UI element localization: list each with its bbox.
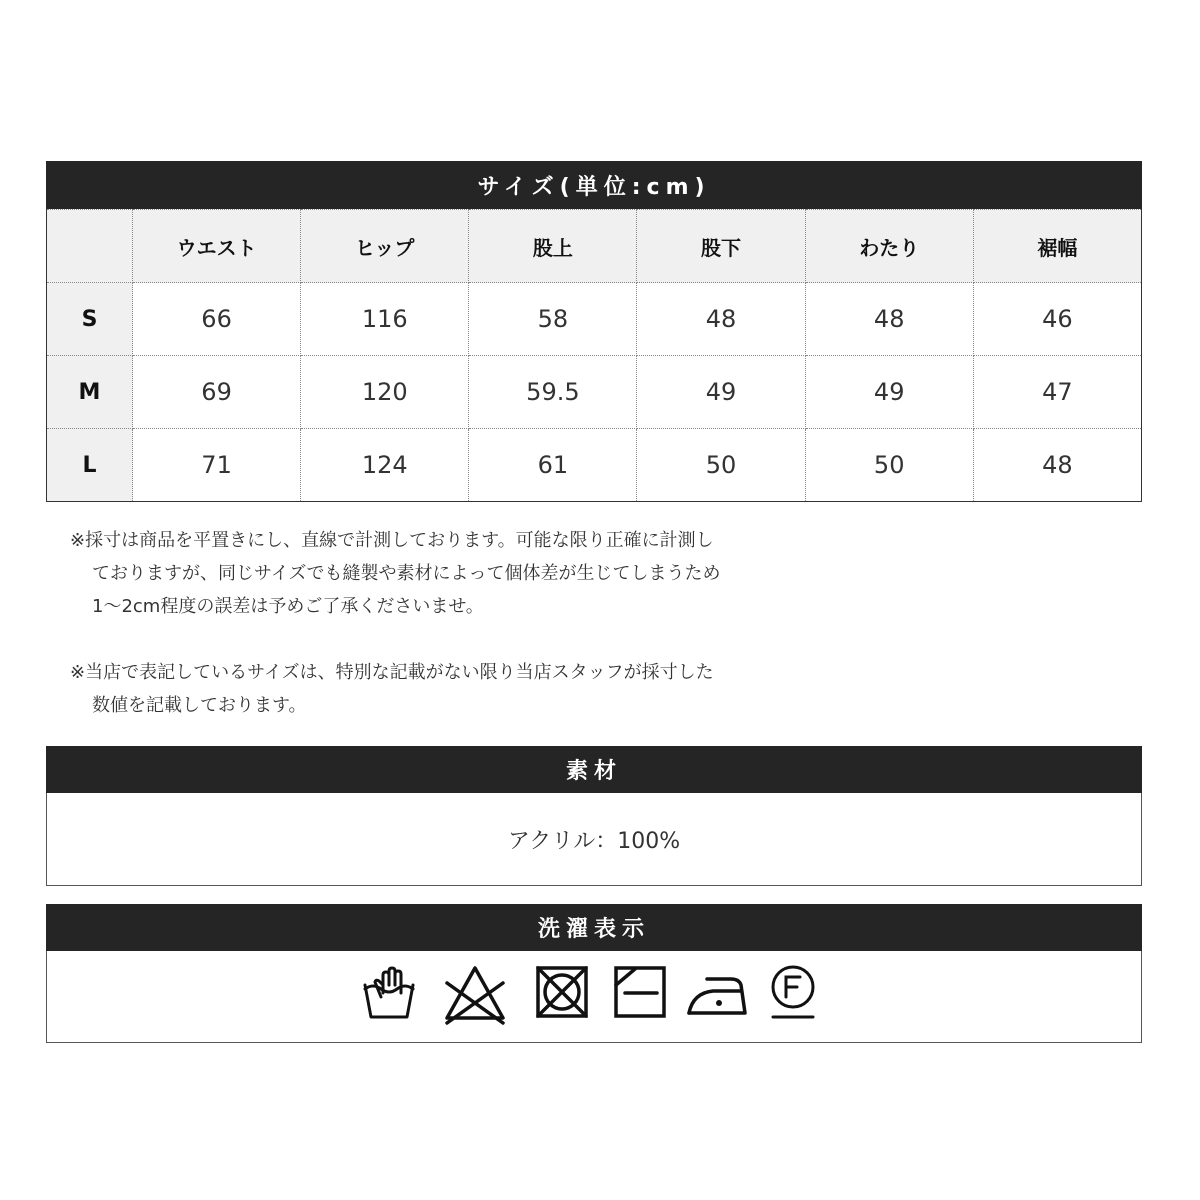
table-header-row: [47, 210, 1142, 283]
note-line: ※採寸は商品を平置きにし、直線で計測しております。可能な限り正確に計測し: [70, 530, 714, 551]
note-line: ※当店で表記しているサイズは、特別な記載がない限り当店スタッフが採寸した: [70, 662, 714, 683]
size-section-title: [46, 161, 1142, 209]
column-header: わたり: [805, 210, 973, 283]
corner-cell: [47, 210, 133, 283]
table-cell: 116: [301, 283, 469, 356]
table-cell: 124: [301, 429, 469, 502]
table-cell: 69: [133, 356, 301, 429]
table-cell: 71: [133, 429, 301, 502]
size-notes: [70, 524, 850, 722]
table-cell: 50: [805, 429, 973, 502]
table-cell: 120: [301, 356, 469, 429]
table-cell: 59.5: [469, 356, 637, 429]
table-row: [47, 429, 1142, 502]
material-box: [46, 793, 1142, 886]
note-line: 1〜2cm程度の誤差は予めご了承くださいませ。: [92, 596, 484, 617]
size-table: [46, 209, 1142, 502]
note-line: 数値を記載しております。: [92, 695, 307, 716]
material-section-title: [46, 746, 1142, 793]
no-tumble-dry-icon: [533, 963, 591, 1021]
hand-wash-icon: [359, 963, 419, 1023]
column-header: 裾幅: [973, 210, 1141, 283]
column-header: ヒップ: [301, 210, 469, 283]
table-cell: 61: [469, 429, 637, 502]
table-row: [47, 283, 1142, 356]
table-row: [47, 356, 1142, 429]
size-title-text: サイズ(単位:cm): [477, 174, 711, 200]
table-cell: 50: [637, 429, 805, 502]
column-header: 股下: [637, 210, 805, 283]
iron-low-icon: [685, 963, 749, 1021]
wash-section-title: [46, 904, 1142, 951]
size-label: M: [47, 356, 133, 429]
table-cell: 46: [973, 283, 1141, 356]
table-cell: 66: [133, 283, 301, 356]
table-cell: 47: [973, 356, 1141, 429]
size-label: S: [47, 283, 133, 356]
line-dry-shade-icon: [611, 963, 669, 1021]
table-cell: 49: [805, 356, 973, 429]
note-line: ておりますが、同じサイズでも縫製や素材によって個体差が生じてしまうため: [92, 563, 721, 584]
table-cell: 48: [973, 429, 1141, 502]
size-label: L: [47, 429, 133, 502]
table-cell: 58: [469, 283, 637, 356]
wash-title-text: 洗濯表示: [537, 917, 650, 942]
wash-symbols-box: [46, 951, 1142, 1043]
column-header: 股上: [469, 210, 637, 283]
dry-clean-f-icon: [767, 963, 819, 1023]
column-header: ウエスト: [133, 210, 301, 283]
table-cell: 48: [805, 283, 973, 356]
material-text: アクリル：100%: [507, 828, 681, 854]
material-title-text: 素材: [565, 759, 622, 784]
table-cell: 48: [637, 283, 805, 356]
no-bleach-icon: [443, 963, 507, 1025]
table-cell: 49: [637, 356, 805, 429]
